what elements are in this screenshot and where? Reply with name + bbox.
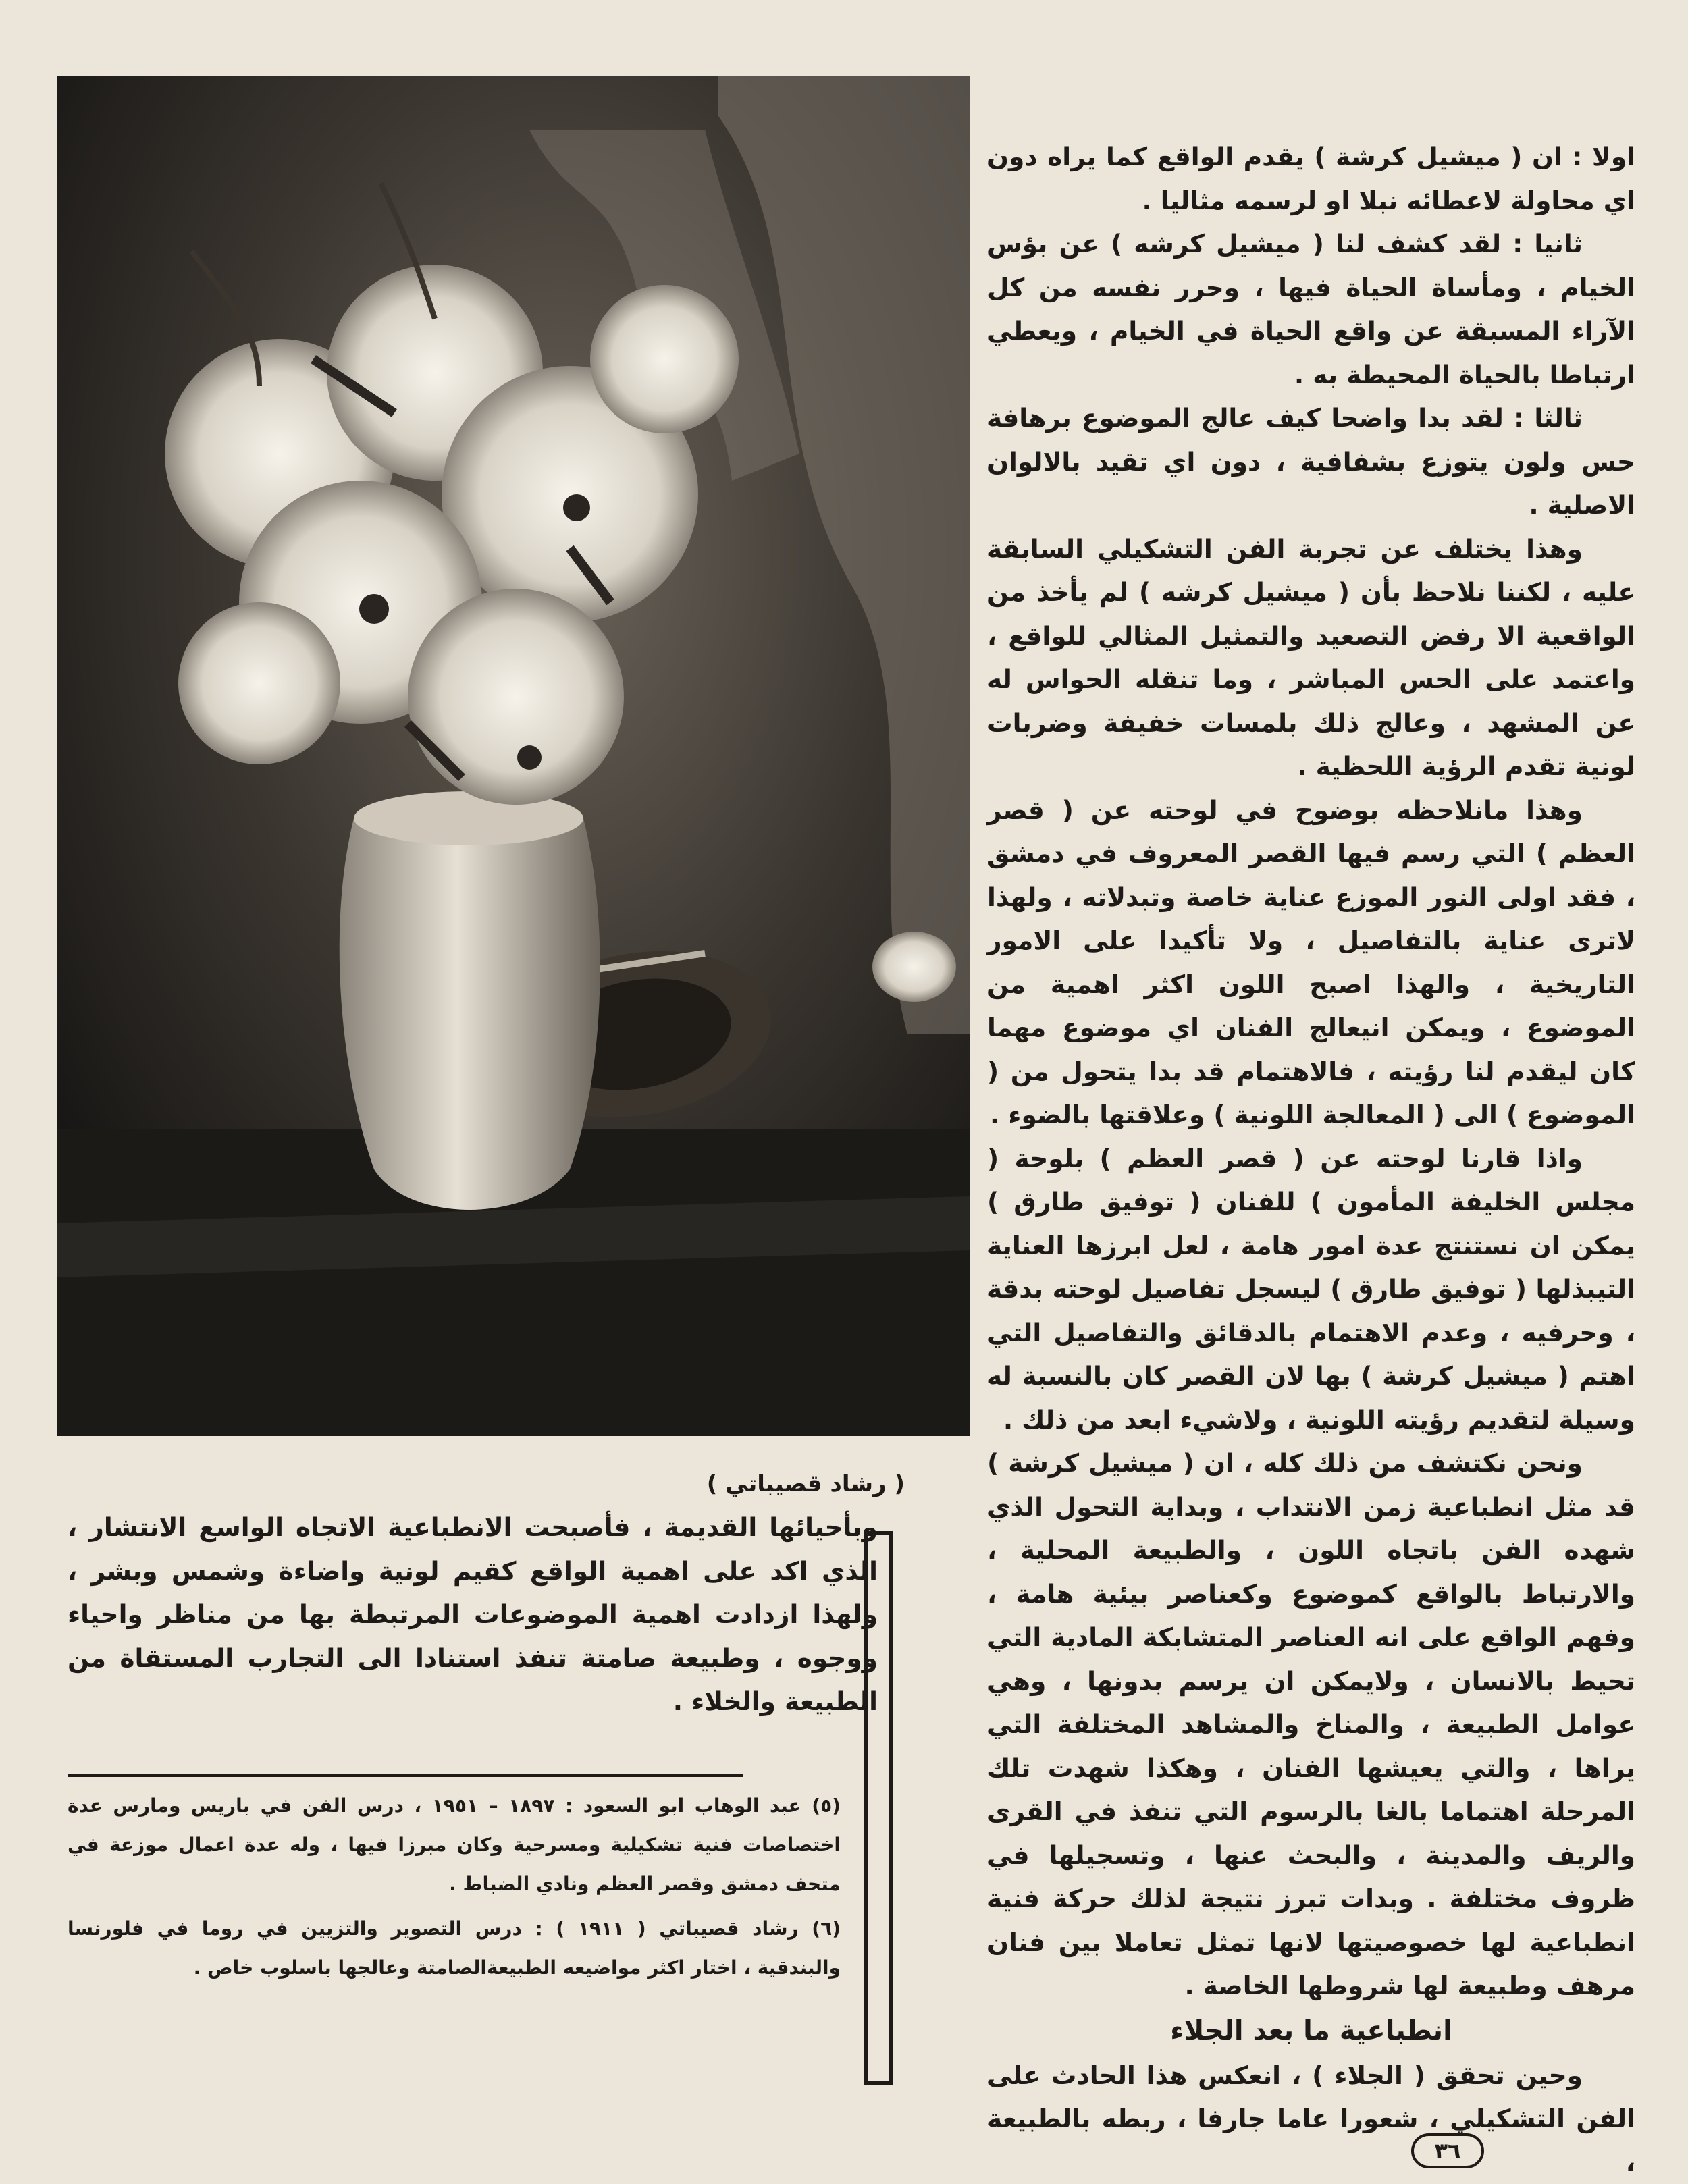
article-right-column: [987, 135, 1635, 2184]
article-left-column: [68, 1506, 878, 1724]
flower-vase-illustration: [57, 76, 970, 1436]
paragraph-continuation: وبأحيائها القديمة ، فأصبحت الانطباعية الاتجاه الواسع الانتشار ، الذي اكد على اهمية الواقع كقيم لونية واضاءة وشمس وبشر ، ولهذا ازدادت اهمية الموضوعات المرتبطة بها من مناظر واحياء ووجوه ، وطبيعة صامتة تنفذ استنادا الى التجارب المستقاة من الطبيعة والخلاء .: [68, 1506, 878, 1724]
sidebar-frame: [864, 1531, 893, 2085]
paragraph-mandate-impressionism: ونحن نكتشف من ذلك كله ، ان ( ميشيل كرشة ) قد مثل انطباعية زمن الانتداب ، وبداية التحول الذي شهده الفن باتجاه اللون ، والطبيعة المحلية ، والارتباط بالواقع كموضوع وكعناصر بيئية هامة ، وفهم الواقع على انه العناصر المتشابكة المادية التي تحيط بالانسان ، ولايمكن ان يرسم بدونها ، وهي عوامل الطبيعة ، والمناخ والمشاهد المختلفة التي يراها ، والتي يعيشها الفنان ، وهكذا شهدت تلك المرحلة اهتماما بالغا بالرسوم التي تنفذ في القرى والريف والمدينة ، والبحث عنها ، وتسجيلها في ظروف مختلفة . وبدات تبرز نتيجة لذلك حركة فنية انطباعية لها خصوصيتها لانها تمثل تعاملا بين فنان مرهف وطبيعة لها شروطها الخاصة .: [987, 1441, 1635, 2008]
footnote-6: (٦) رشاد قصيباتي ( ١٩١١ ) : درس التصوير والتزيين في روما في فلورنسا والبندقية ، اختار اكثر مواضيعه الطبيعةالصامتة وعالجها باسلوب خاص .: [68, 1909, 841, 1988]
paragraph-second: ثانيا : لقد كشف لنا ( ميشيل كرشه ) عن بؤس الخيام ، ومأساة الحياة فيها ، وحرر نفسه من كل الآراء المسبقة عن واقع الحياة في الخيام ، ويعطي ارتباطا بالحياة المحيطة به .: [987, 222, 1635, 396]
painting-photo: [57, 76, 970, 1436]
paragraph-first: اولا : ان ( ميشيل كرشة ) يقدم الواقع كما يراه دون اي محاولة لاعطائه نبلا او لرسمه مثاليا .: [987, 135, 1635, 222]
footnotes: [68, 1786, 841, 1993]
paragraph-evacuation: وحين تحقق ( الجلاء ) ، انعكس هذا الحادث على الفن التشكيلي ، شعورا عاما جارفا ، ربطه بالطبيعة ،: [987, 2054, 1635, 2184]
paragraph-comparison: واذا قارنا لوحته عن ( قصر العظم ) بلوحة ( مجلس الخليفة المأمون ) للفنان ( توفيق طارق ) يمكن ان نستنتج عدة امور هامة ، لعل ابرزها العناية التيبذلها ( توفيق طارق ) ليسجل تفاصيل لوحته بدقة ، وحرفيه ، وعدم الاهتمام بالدقائق والتفاصيل التي اهتم ( ميشيل كرشة ) بها لان القصر كان بالنسبة له وسيلة لتقديم رؤيته اللونية ، ولاشيء ابعد من ذلك .: [987, 1137, 1635, 1442]
paragraph-third: ثالثا : لقد بدا واضحا كيف عالج الموضوع برهافة حس ولون يتوزع بشفافية ، دون اي تقيد بالالوان الاصلية .: [987, 396, 1635, 527]
section-heading: انطباعية ما بعد الجلاء: [987, 2008, 1635, 2054]
footnote-5: (٥) عبد الوهاب ابو السعود : ١٨٩٧ – ١٩٥١ ، درس الفن في باريس ومارس عدة اختصاصات فنية تشكيلية ومسرحية وكان مبرزا فيها ، وله عدة اعمال موزعة في متحف دمشق وقصر العظم ونادي الضباط .: [68, 1786, 841, 1904]
paragraph-azem-palace: وهذا مانلاحظه بوضوح في لوحته عن ( قصر العظم ) التي رسم فيها القصر المعروف في دمشق ، فقد اولى النور الموزع عناية خاصة وتبدلاته ، ولهذا لاترى عناية بالتفاصيل ، ولا تأكيدا على الامور التاريخية ، والهذا اصبح اللون اكثر اهمية من الموضوع ، ويمكن انيعالج الفنان اي موضوع مهما كان ليقدم لنا رؤيته ، فالاهتمام قد بدا يتحول من ( الموضوع ) الى ( المعالجة اللونية ) وعلاقتها بالضوء .: [987, 789, 1635, 1137]
page-number: ٣٦: [1411, 2133, 1484, 2168]
paragraph-realism: وهذا يختلف عن تجربة الفن التشكيلي السابقة عليه ، لكننا نلاحظ بأن ( ميشيل كرشه ) لم يأخذ من الواقعية الا رفض التصعيد والتمثيل المثالي للواقع ، واعتمد على الحس المباشر ، وما تنقله الحواس له عن المشهد ، وعالج ذلك بلمسات خفيفة وضربات لونية تقدم الرؤية اللحظية .: [987, 527, 1635, 789]
footnote-divider: [68, 1774, 743, 1777]
painting-caption: ( رشاد قصيباتي ): [68, 1464, 905, 1504]
